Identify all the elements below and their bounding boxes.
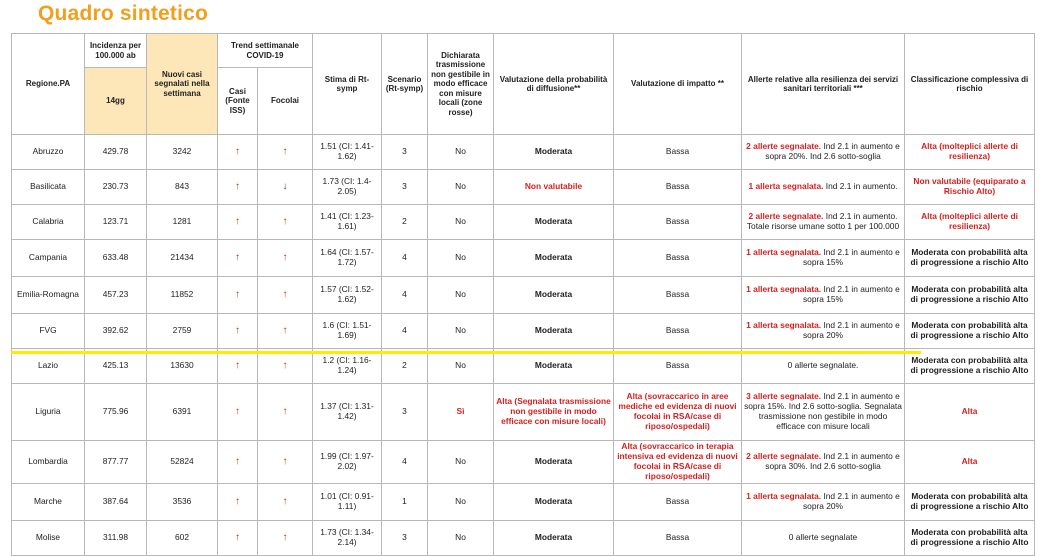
cell-declared: No: [428, 240, 494, 277]
cell-alerts: [742, 277, 905, 314]
cell-region: Calabria: [12, 205, 85, 240]
cell-new-cases: 11852: [147, 277, 218, 314]
cell-probability: Moderata: [494, 314, 614, 349]
cell-declared: No: [428, 314, 494, 349]
header-region: Regione.PA: [12, 34, 85, 135]
cell-incidence: 775.96: [85, 384, 147, 441]
cell-incidence: 387.64: [85, 483, 147, 520]
header-alerts: Allerte relative alla resilienza dei servizi sanitari territoriali ***: [742, 34, 905, 135]
cell-trend-foci-arrow: ↑: [258, 314, 313, 349]
cell-impact: Bassa: [614, 170, 742, 205]
summary-table: [11, 33, 1035, 556]
cell-alerts: [742, 483, 905, 520]
cell-declared: No: [428, 277, 494, 314]
cell-trend-foci-arrow: ↑: [258, 349, 313, 384]
cell-alerts: [742, 205, 905, 240]
header-rt: Stima di Rt-symp: [313, 34, 382, 135]
cell-region: Abruzzo: [12, 135, 85, 170]
cell-region: Lazio: [12, 349, 85, 384]
cell-declared: No: [428, 520, 494, 555]
cell-impact: Bassa: [614, 277, 742, 314]
cell-impact: Bassa: [614, 483, 742, 520]
cell-rt: 1.73 (CI: 1.4-2.05): [313, 170, 382, 205]
cell-region: Basilicata: [12, 170, 85, 205]
cell-impact: Bassa: [614, 349, 742, 384]
cell-rt: 1.51 (CI: 1.41-1.62): [313, 135, 382, 170]
alert-count-label: 2 allerte segnalate.: [746, 141, 822, 152]
cell-impact: Bassa: [614, 240, 742, 277]
cell-rt: 1.37 (CI: 1.31-1.42): [313, 384, 382, 441]
header-incidence: Incidenza per 100.000 ab: [85, 34, 147, 68]
cell-scenario: 3: [382, 170, 428, 205]
cell-classification: Moderata con probabilità alta di progressione a rischio Alto: [905, 520, 1035, 555]
cell-trend-foci-arrow: ↑: [258, 384, 313, 441]
cell-classification: Alta: [905, 384, 1035, 441]
table-row: [12, 205, 1035, 240]
cell-alerts: [742, 170, 905, 205]
cell-region: Liguria: [12, 384, 85, 441]
highlight-divider: [11, 351, 921, 354]
cell-region: Lombardia: [12, 441, 85, 484]
cell-trend-cases-arrow: ↑: [218, 240, 258, 277]
cell-classification: Moderata con probabilità alta di progressione a rischio Alto: [905, 314, 1035, 349]
cell-classification: Moderata con probabilità alta di progressione a rischio Alto: [905, 277, 1035, 314]
cell-new-cases: 843: [147, 170, 218, 205]
cell-probability: Non valutabile: [494, 170, 614, 205]
cell-trend-cases-arrow: ↑: [218, 520, 258, 555]
cell-trend-cases-arrow: ↑: [218, 170, 258, 205]
cell-trend-foci-arrow: ↑: [258, 277, 313, 314]
cell-scenario: 3: [382, 520, 428, 555]
header-scenario: Scenario (Rt-symp): [382, 34, 428, 135]
alert-detail-text: Ind 2.1 in aumento e sopra 20%: [802, 490, 900, 511]
cell-scenario: 3: [382, 135, 428, 170]
table-row: [12, 170, 1035, 205]
cell-new-cases: 52824: [147, 441, 218, 484]
cell-new-cases: 3536: [147, 483, 218, 520]
cell-classification: Alta: [905, 441, 1035, 484]
cell-probability: Moderata: [494, 483, 614, 520]
cell-probability: Moderata: [494, 277, 614, 314]
alert-count-label: 1 allerta segnalata.: [746, 490, 822, 501]
table-row: [12, 240, 1035, 277]
alert-count-label: 3 allerte segnalate.: [746, 391, 822, 402]
cell-declared: Sì: [428, 384, 494, 441]
cell-impact: Bassa: [614, 314, 742, 349]
cell-alerts: [742, 314, 905, 349]
cell-rt: 1.41 (CI: 1.23-1.61): [313, 205, 382, 240]
cell-new-cases: 13630: [147, 349, 218, 384]
header-trend-cases: Casi (Fonte ISS): [218, 68, 258, 135]
cell-rt: 1.01 (CI: 0.91-1.11): [313, 483, 382, 520]
cell-rt: 1.2 (CI: 1.16-1.24): [313, 349, 382, 384]
cell-trend-foci-arrow: ↑: [258, 205, 313, 240]
table-row: [12, 483, 1035, 520]
table-row: [12, 441, 1035, 484]
cell-new-cases: 1281: [147, 205, 218, 240]
cell-probability: Alta (Segnalata trasmissione non gestibile in modo efficace con misure locali): [494, 384, 614, 441]
cell-impact: Bassa: [614, 135, 742, 170]
cell-impact: Bassa: [614, 205, 742, 240]
table-row: [12, 384, 1035, 441]
cell-new-cases: 2759: [147, 314, 218, 349]
cell-declared: No: [428, 205, 494, 240]
alert-count-label: 1 allerta segnalata.: [746, 247, 822, 258]
header-probability: Valutazione della probabilità di diffusione**: [494, 34, 614, 135]
cell-probability: Moderata: [494, 520, 614, 555]
cell-alerts: [742, 441, 905, 484]
cell-alerts: [742, 520, 905, 555]
cell-scenario: 4: [382, 240, 428, 277]
header-new-cases: Nuovi casi segnalati nella settimana: [147, 34, 218, 135]
cell-scenario: 4: [382, 277, 428, 314]
cell-incidence: 425.13: [85, 349, 147, 384]
cell-trend-cases-arrow: ↑: [218, 277, 258, 314]
cell-region: Campania: [12, 240, 85, 277]
cell-impact: Bassa: [614, 520, 742, 555]
alert-detail-text: Ind 2.1 in aumento e sopra 15%: [802, 247, 900, 267]
cell-probability: Moderata: [494, 349, 614, 384]
cell-rt: 1.6 (CI: 1.51-1.69): [313, 314, 382, 349]
cell-probability: Moderata: [494, 441, 614, 484]
header-classification: Classificazione complessiva di rischio: [905, 34, 1035, 135]
header-incidence-14gg: 14gg: [85, 68, 147, 135]
alert-detail-text: Ind 2.1 in aumento e sopra 20%. Ind 2.6 sotto-soglia: [765, 141, 900, 161]
cell-scenario: 4: [382, 441, 428, 484]
cell-trend-foci-arrow: ↑: [258, 520, 313, 555]
cell-incidence: 429.78: [85, 135, 147, 170]
table-row: [12, 314, 1035, 349]
table-row: [12, 135, 1035, 170]
cell-rt: 1.64 (CI: 1.57-1.72): [313, 240, 382, 277]
cell-incidence: 392.62: [85, 314, 147, 349]
cell-probability: Moderata: [494, 240, 614, 277]
cell-trend-foci-arrow: ↑: [258, 240, 313, 277]
alert-count-label: 1 allerta segnalata.: [748, 181, 824, 192]
cell-classification: Alta (molteplici allerte di resilienza): [905, 205, 1035, 240]
cell-declared: No: [428, 170, 494, 205]
cell-region: Marche: [12, 483, 85, 520]
cell-new-cases: 602: [147, 520, 218, 555]
cell-trend-foci-arrow: ↓: [258, 170, 313, 205]
cell-scenario: 3: [382, 384, 428, 441]
alert-count-label: 2 allerte segnalate.: [746, 450, 822, 461]
cell-declared: No: [428, 441, 494, 484]
cell-trend-foci-arrow: ↑: [258, 135, 313, 170]
cell-rt: 1.73 (CI: 1.34-2.14): [313, 520, 382, 555]
cell-trend-cases-arrow: ↑: [218, 349, 258, 384]
alert-count-label: 1 allerta segnalata.: [746, 284, 822, 295]
cell-trend-cases-arrow: ↑: [218, 483, 258, 520]
alert-detail-text: 0 allerte segnalate.: [787, 360, 859, 371]
cell-scenario: 4: [382, 314, 428, 349]
cell-alerts: [742, 240, 905, 277]
cell-declared: No: [428, 135, 494, 170]
alert-detail-text: Ind 2.1 in aumento e sopra 15%. Ind 2.6 sotto-soglia. Segnalata trasmissione non gestibile in modo efficace con misure locali: [744, 391, 902, 431]
cell-declared: No: [428, 349, 494, 384]
cell-trend-cases-arrow: ↑: [218, 441, 258, 484]
cell-rt: 1.57 (CI: 1.52-1.62): [313, 277, 382, 314]
cell-region: Emilia-Romagna: [12, 277, 85, 314]
cell-probability: Moderata: [494, 205, 614, 240]
cell-incidence: 633.48: [85, 240, 147, 277]
cell-classification: Moderata con probabilità alta di progressione a rischio Alto: [905, 240, 1035, 277]
cell-alerts: [742, 384, 905, 441]
cell-scenario: 2: [382, 349, 428, 384]
cell-trend-foci-arrow: ↑: [258, 441, 313, 484]
cell-impact: Alta (sovraccarico in terapia intensiva ed evidenza di nuovi focolai in RSA/case di riposo/ospedali): [614, 441, 742, 484]
header-impact: Valutazione di impatto **: [614, 34, 742, 135]
cell-incidence: 457.23: [85, 277, 147, 314]
alert-detail-text: Ind 2.1 in aumento. Totale risorse umane sotto 1 per 100.000: [746, 211, 900, 231]
alert-count-label: 2 allerte segnalate.: [748, 211, 824, 222]
alert-detail-text: Ind 2.1 in aumento e sopra 20%: [802, 320, 900, 340]
cell-classification: Moderata con probabilità alta di progressione a rischio Alto: [905, 483, 1035, 520]
cell-classification: Non valutabile (equiparato a Rischio Alto): [905, 170, 1035, 205]
cell-new-cases: 21434: [147, 240, 218, 277]
cell-new-cases: 3242: [147, 135, 218, 170]
header-declared: Dichiarata trasmissione non gestibile in modo efficace con misure locali (zone rosse): [428, 34, 494, 135]
cell-probability: Moderata: [494, 135, 614, 170]
cell-incidence: 230.73: [85, 170, 147, 205]
cell-trend-cases-arrow: ↑: [218, 205, 258, 240]
cell-trend-cases-arrow: ↑: [218, 384, 258, 441]
cell-declared: No: [428, 483, 494, 520]
cell-scenario: 1: [382, 483, 428, 520]
cell-region: Molise: [12, 520, 85, 555]
cell-incidence: 123.71: [85, 205, 147, 240]
alert-detail-text: Ind 2.1 in aumento.: [823, 181, 898, 192]
table-row: [12, 277, 1035, 314]
cell-trend-foci-arrow: ↑: [258, 483, 313, 520]
cell-trend-cases-arrow: ↑: [218, 135, 258, 170]
cell-classification: Moderata con probabilità alta di progressione a rischio Alto: [905, 349, 1035, 384]
cell-incidence: 877.77: [85, 441, 147, 484]
alert-detail-text: 0 allerte segnalate: [788, 531, 858, 542]
alert-detail-text: Ind 2.1 in aumento e sopra 30%. Ind 2.6 sotto-soglia: [765, 450, 900, 471]
cell-incidence: 311.98: [85, 520, 147, 555]
cell-scenario: 2: [382, 205, 428, 240]
cell-classification: Alta (molteplici allerte di resilienza): [905, 135, 1035, 170]
alert-count-label: 1 allerta segnalata.: [746, 320, 822, 331]
header-trend-foci: Focolai: [258, 68, 313, 135]
alert-detail-text: Ind 2.1 in aumento e sopra 15%: [802, 284, 900, 304]
header-trend: Trend settimanale COVID-19: [218, 34, 313, 68]
cell-trend-cases-arrow: ↑: [218, 314, 258, 349]
cell-alerts: [742, 135, 905, 170]
cell-rt: 1.99 (CI: 1.97-2.02): [313, 441, 382, 484]
cell-impact: Alta (sovraccarico in aree mediche ed evidenza di nuovi focolai in RSA/case di riposo/ospedali): [614, 384, 742, 441]
cell-region: FVG: [12, 314, 85, 349]
table-row: [12, 520, 1035, 555]
cell-new-cases: 6391: [147, 384, 218, 441]
page-title: Quadro sintetico: [38, 2, 209, 25]
